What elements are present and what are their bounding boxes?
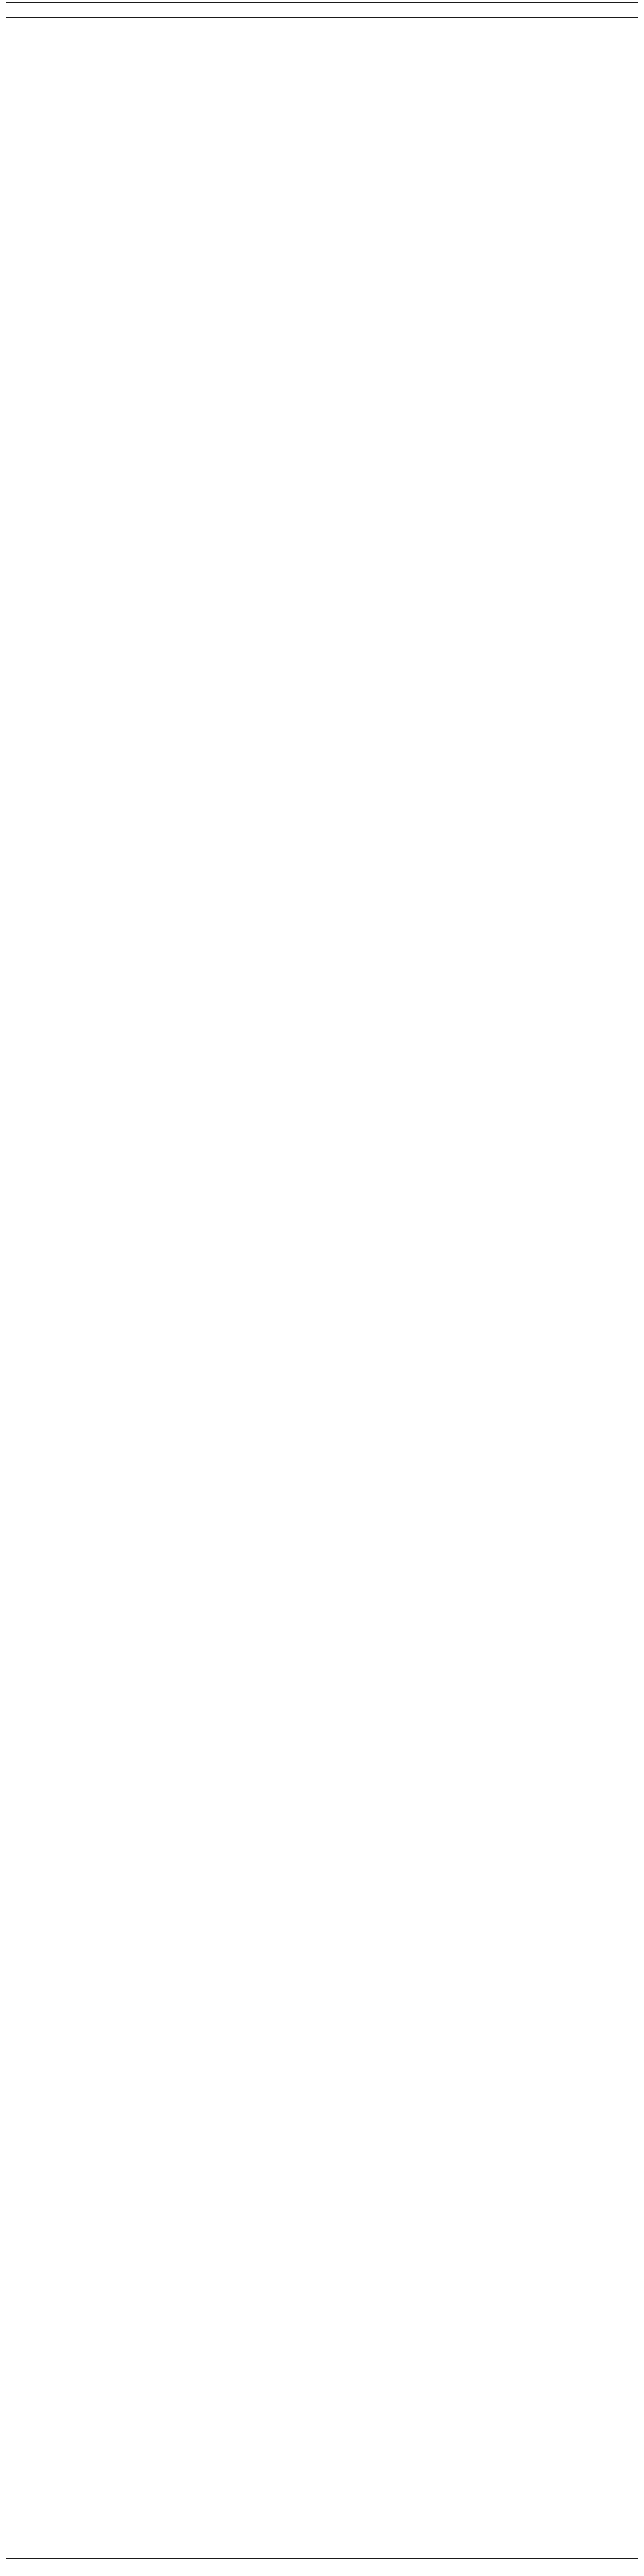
table-header-rule [6,17,638,18]
chinese-name-column [6,19,128,2558]
table-footnote [6,2562,638,2574]
locality-column-header [573,3,638,17]
host-column-header [324,3,562,17]
host-column [324,19,562,2558]
species-table-body [6,19,638,2558]
latin-name-column [141,19,312,2558]
table-header-row [6,3,638,17]
latin-name-column-header [141,3,312,17]
table-bottom-rule [6,2558,638,2559]
locality-column [573,19,638,2558]
chinese-name-column-header [6,3,128,17]
